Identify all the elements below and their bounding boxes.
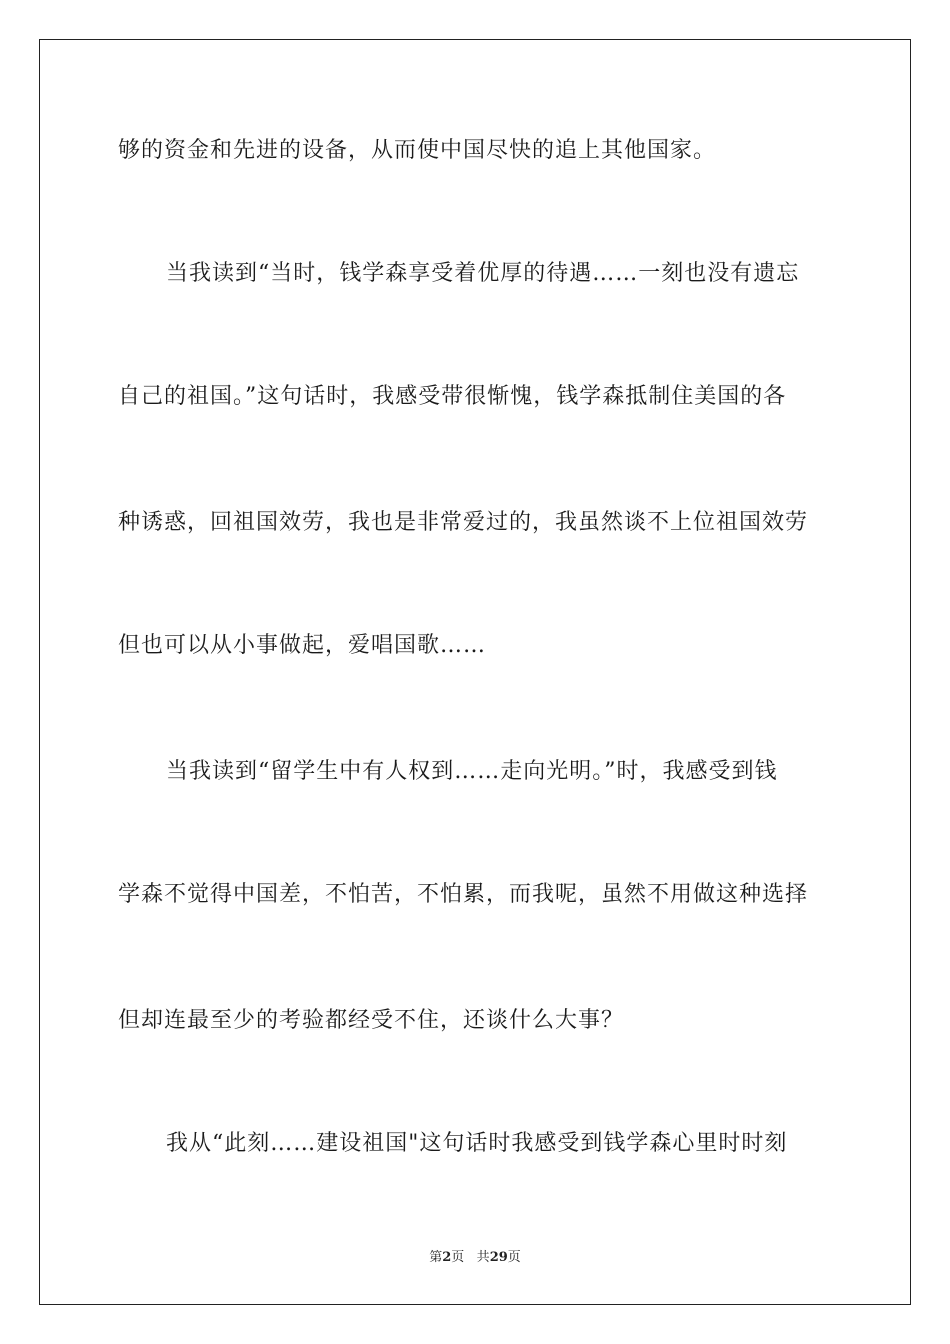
page-border [39, 39, 911, 1305]
text-line-5: 但也可以从小事做起，爱唱国歌…… [118, 633, 487, 658]
text-line-9: 我从“此刻……建设祖国"这句话时我感受到钱学森心里时时刻 [166, 1131, 788, 1156]
text-line-1: 够的资金和先进的设备，从而使中国尽快的追上其他国家。 [118, 138, 717, 163]
text-line-8: 但却连最至少的考验都经受不住，还谈什么大事？ [118, 1008, 625, 1033]
footer-prefix: 第 [429, 1250, 443, 1265]
total-pages-number: 29 [489, 1250, 508, 1265]
footer-total-unit: 页 [507, 1250, 521, 1265]
text-line-4: 种诱惑，回祖国效劳，我也是非常爱过的，我虽然谈不上位祖国效劳 [118, 510, 809, 535]
text-line-3: 自己的祖国。”这句话时，我感受带很惭愧，钱学森抵制住美国的各 [118, 384, 787, 409]
text-line-2: 当我读到“当时，钱学森享受着优厚的待遇……一刻也没有遗忘 [166, 261, 800, 286]
current-page-number: 2 [442, 1250, 452, 1265]
footer-total-prefix: 共 [476, 1250, 490, 1265]
footer-page-unit: 页 [451, 1250, 465, 1265]
text-line-7: 学森不觉得中国差，不怕苦，不怕累，而我呢，虽然不用做这种选择 [118, 882, 809, 907]
page-footer [0, 1246, 950, 1265]
text-line-6: 当我读到“留学生中有人权到……走向光明。”时，我感受到钱 [166, 759, 778, 784]
